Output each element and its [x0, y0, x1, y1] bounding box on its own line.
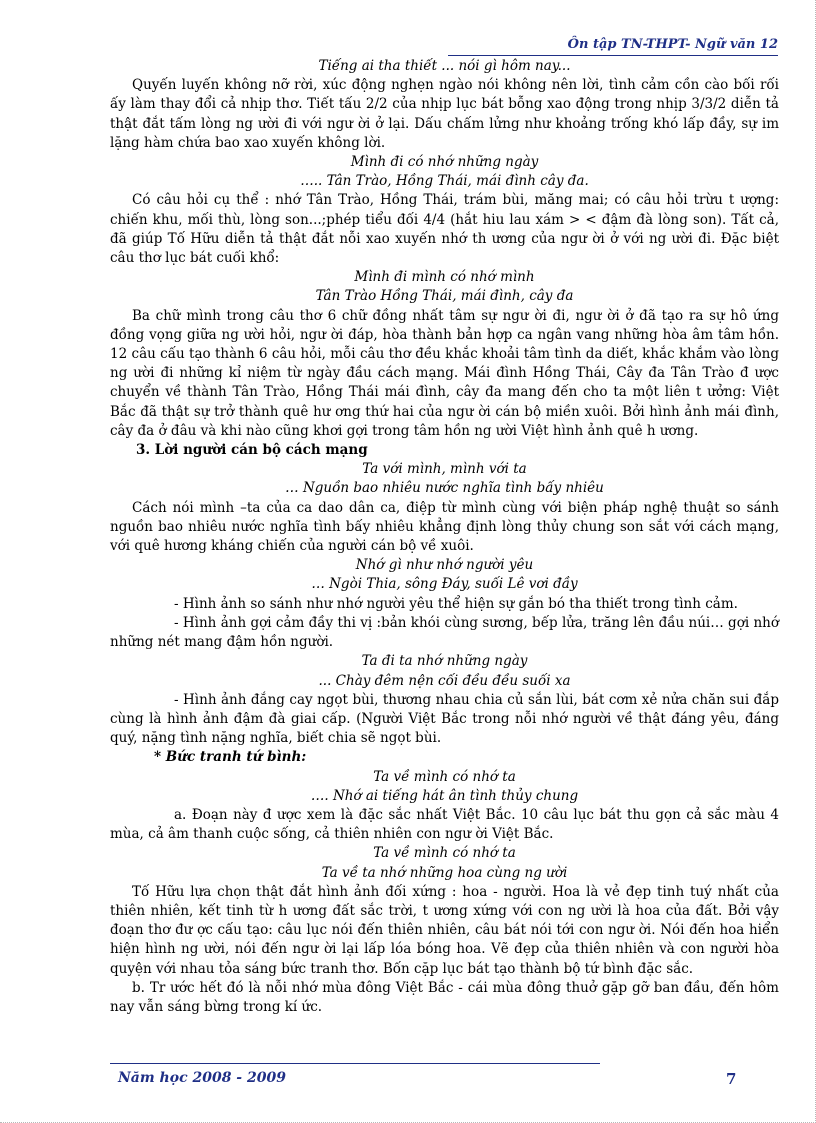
footer-rule [110, 1063, 600, 1064]
bullet-paragraph: - Hình ảnh gợi cảm đầy thi vị :bản khói cùng sương, bếp lửa, trăng lên đầu núi… gợi nhớ những nét mang đậm hồn người. [110, 614, 779, 651]
paragraph: Quyến luyến không nỡ rời, xúc động nghẹn ngào nói không nên lời, tình cảm cồn cào bối rối ấy làm thay đổi cả nhịp thơ. Tiết tấu 2/2 của nhịp lục bát bỗng xao động trong nhịp 3/3/2 diễn tả thật đắt tấm lòng ng ười đi với ngư ời ở lại. Dấu chấm lửng như khoảng trống khó lấp đầy, sự im lặng hàm chứa bao xao xuyến không lời. [110, 77, 779, 151]
verse-line: … Ngòi Thia, sông Đáy, suối Lê vơi đầy [311, 576, 578, 593]
verse-line: Ta về ta nhớ những hoa cùng ng ười [321, 864, 568, 881]
verse-line: Tân Trào Hồng Thái, mái đình, cây đa [315, 288, 574, 305]
paragraph: a. Đoạn này đ ược xem là đặc sắc nhất Việt Bắc. 10 câu lục bát thu gọn cả sắc màu 4 mùa, cả âm thanh cuộc sống, cả thiên nhiên con ngư ời Việt Bắc. [110, 806, 779, 843]
verse-line: …. Nhớ ai tiếng hát ân tình thủy chung [310, 787, 579, 804]
paragraph: Có câu hỏi cụ thể : nhớ Tân Trào, Hồng Thái, trám bùi, măng mai; có câu hỏi trừu t ượng: chiến khu, mối thù, lòng son...;phép tiểu đối 4/4 (hắt hiu lau xám > < đậm đà lòng son). Tất cả, đã giúp Tố Hữu diễn tả thật đắt nỗi xao xuyến nhớ th ương của ngư ời ở với ng ười đi. Đặc biệt câu thơ lục bát cuối khổ: [110, 192, 779, 267]
bullet-paragraph: - Hình ảnh so sánh như nhớ người yêu thể hiện sự gắn bó tha thiết trong tình cảm. [174, 595, 738, 612]
verse-line: Ta về mình có nhớ ta [373, 845, 516, 862]
verse-line: Mình đi mình có nhớ mình [354, 269, 535, 286]
paragraph: Cách nói mình –ta của ca dao dân ca, điệp từ mình cùng với biện pháp nghệ thuật so sánh nguồn bao nhiêu nước nghĩa tình bấy nhiêu khẳng định lòng thủy chung son sắt với cách mạng, với quê hương kháng chiến của người cán bộ về xuôi. [110, 499, 779, 555]
subsection-heading: * Bức tranh tứ bình: [154, 749, 307, 766]
bullet-paragraph: - Hình ảnh đắng cay ngọt bùi, thương nhau chia củ sắn lùi, bát cơm xẻ nửa chăn sui đắp cùng là hình ảnh đậm đà giai cấp. (Người Việt Bắc trong nỗi nhớ người về thật đáng yêu, đáng quý, nặng tình nặng nghĩa, biết chia sẽ ngọt bùi. [110, 691, 779, 747]
paragraph: b. Tr ước hết đó là nỗi nhớ mùa đông Việt Bắc - cái mùa đông thuở gặp gỡ ban đầu, đến hôm nay vẫn sáng bừng trong kí ức. [110, 979, 779, 1015]
paragraph: Tố Hữu lựa chọn thật đắt hình ảnh đối xứng : hoa - người. Hoa là vẻ đẹp tinh tuý nhất của thiên nhiên, kết tinh từ h ương đất sắc trời, t ương xứng với con ng ười là hoa của đất. Bởi vậy đoạn thơ đư ợc cấu tạo: câu lục nói đến thiên nhiên, câu bát nói tới con ngư ời. Nói đến hoa hiển hiện hình ng ười, nói đến ngư ời lại lấp lóa bóng hoa. Vẽ đẹp của thiên nhiên và con người hòa quyện với nhau tỏa sáng bức tranh thơ. Bốn cặp lục bát tạo thành bộ tứ bình đặc sắc. [110, 883, 779, 977]
section-heading: 3. Lời người cán bộ cách mạng [136, 442, 368, 459]
page-number: 7 [726, 1070, 737, 1088]
header-rule [448, 55, 778, 56]
footer-school-year: Năm học 2008 - 2009 [118, 1070, 286, 1086]
verse-line: ….. Tân Trào, Hồng Thái, mái đình cây đa. [300, 173, 589, 190]
verse-line: Nhớ gì như nhớ người yêu [355, 557, 534, 574]
verse-line: ... Chày đêm nện cối đều đều suối xa [318, 672, 571, 689]
verse-line: Ta đi ta nhớ những ngày [361, 653, 528, 670]
page-content [110, 57, 779, 1017]
verse-line: Ta với mình, mình với ta [362, 461, 527, 478]
verse-line: Ta về mình có nhớ ta [373, 768, 516, 785]
verse-line: Mình đi có nhớ những ngày [350, 154, 539, 171]
verse-line: Tiếng ai tha thiết ... nói gì hôm nay... [318, 58, 571, 74]
page-header-title: Ôn tập TN-THPT- Ngữ văn 12 [567, 37, 778, 52]
verse-line: … Nguồn bao nhiêu nước nghĩa tình bấy nhiêu [285, 480, 604, 497]
paragraph: Ba chữ mình trong câu thơ 6 chữ đồng nhất tâm sự ngư ời đi, ngư ời ở đã tạo ra sự hô ứng đồng vọng giữa ng ười hỏi, ngư ời đáp, hòa thành bản hợp ca ngân vang những hòa âm tâm hồn. 12 câu cấu tạo thành 6 câu hỏi, mỗi câu thơ đều khắc khoải tâm tình da diết, khắc khắm vào lòng ng ười đi những kỉ niệm từ ngày đầu cách mạng. Mái đình Hồng Thái, Cây đa Tân Trào đ ược chuyển về thành Tân Trào, Hồng Thái mái đình, cây đa mang đến cho ta một liên t ưởng: Việt Bắc đã thật sự trở thành quê hư ơng thứ hai của ngư ời cán bộ miền xuôi. Bởi hình ảnh mái đình, cây đa ở đâu và khi nào cũng khơi gợi trong tâm hồn ng ười Việt hình ảnh quê h ương. [110, 307, 779, 439]
